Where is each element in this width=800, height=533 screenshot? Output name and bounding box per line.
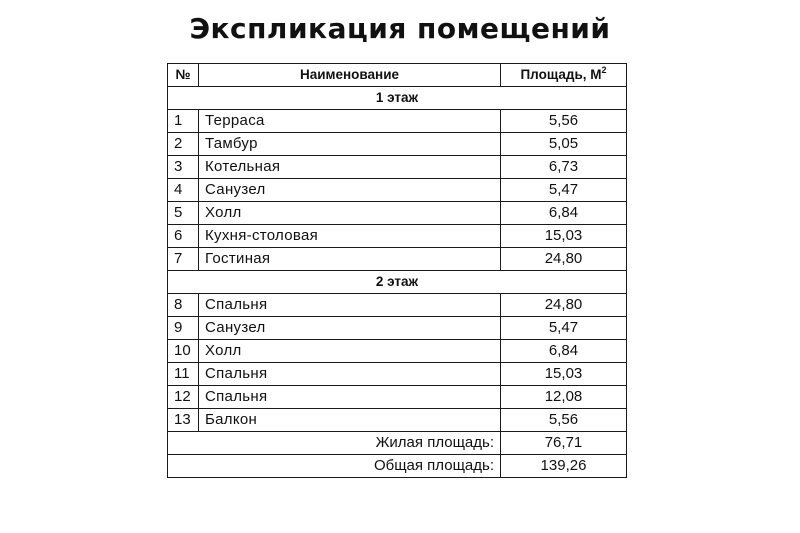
table-header-row [168,64,627,87]
room-area: 5,47 [501,317,627,340]
room-name: Холл [199,202,501,225]
room-number: 9 [168,317,199,340]
table-row [168,202,627,225]
room-number: 1 [168,110,199,133]
room-name: Терраса [199,110,501,133]
living-area-value: 76,71 [501,432,627,455]
floor-label: 2 этаж [168,271,627,294]
room-number: 6 [168,225,199,248]
table-row [168,156,627,179]
room-name: Котельная [199,156,501,179]
room-name: Гостиная [199,248,501,271]
rooms-table [167,63,627,478]
table-row [168,386,627,409]
room-number: 10 [168,340,199,363]
room-area: 24,80 [501,248,627,271]
room-name: Холл [199,340,501,363]
room-name: Спальня [199,363,501,386]
room-name: Спальня [199,294,501,317]
room-name: Кухня-столовая [199,225,501,248]
room-area: 6,73 [501,156,627,179]
total-area-label: Общая площадь: [168,455,501,478]
room-name: Спальня [199,386,501,409]
table-row [168,248,627,271]
room-name: Балкон [199,409,501,432]
floor-label: 1 этаж [168,87,627,110]
room-area: 5,47 [501,179,627,202]
room-name: Санузел [199,317,501,340]
header-area-superscript: 2 [601,65,607,75]
header-number: № [168,64,199,87]
room-area: 5,56 [501,409,627,432]
room-area: 5,05 [501,133,627,156]
room-area: 15,03 [501,363,627,386]
room-number: 8 [168,294,199,317]
table-row [168,110,627,133]
table-row [168,225,627,248]
table-row [168,179,627,202]
room-area: 6,84 [501,202,627,225]
floor-row [168,87,627,110]
room-area: 24,80 [501,294,627,317]
room-number: 13 [168,409,199,432]
header-area [501,64,627,87]
header-name: Наименование [199,64,501,87]
room-number: 5 [168,202,199,225]
table-row [168,317,627,340]
living-area-label: Жилая площадь: [168,432,501,455]
living-area-row [168,432,627,455]
table-row [168,133,627,156]
document-title: Экспликация помещений [189,12,611,45]
table-row [168,409,627,432]
room-area: 5,56 [501,110,627,133]
header-area-label: Площадь, М [520,67,602,82]
table-row [168,363,627,386]
total-area-value: 139,26 [501,455,627,478]
room-area: 12,08 [501,386,627,409]
room-number: 11 [168,363,199,386]
room-number: 3 [168,156,199,179]
room-number: 7 [168,248,199,271]
floor-row [168,271,627,294]
room-number: 4 [168,179,199,202]
room-number: 12 [168,386,199,409]
room-area: 6,84 [501,340,627,363]
table-row [168,340,627,363]
table-row [168,294,627,317]
room-name: Санузел [199,179,501,202]
room-number: 2 [168,133,199,156]
room-area: 15,03 [501,225,627,248]
room-name: Тамбур [199,133,501,156]
total-area-row [168,455,627,478]
